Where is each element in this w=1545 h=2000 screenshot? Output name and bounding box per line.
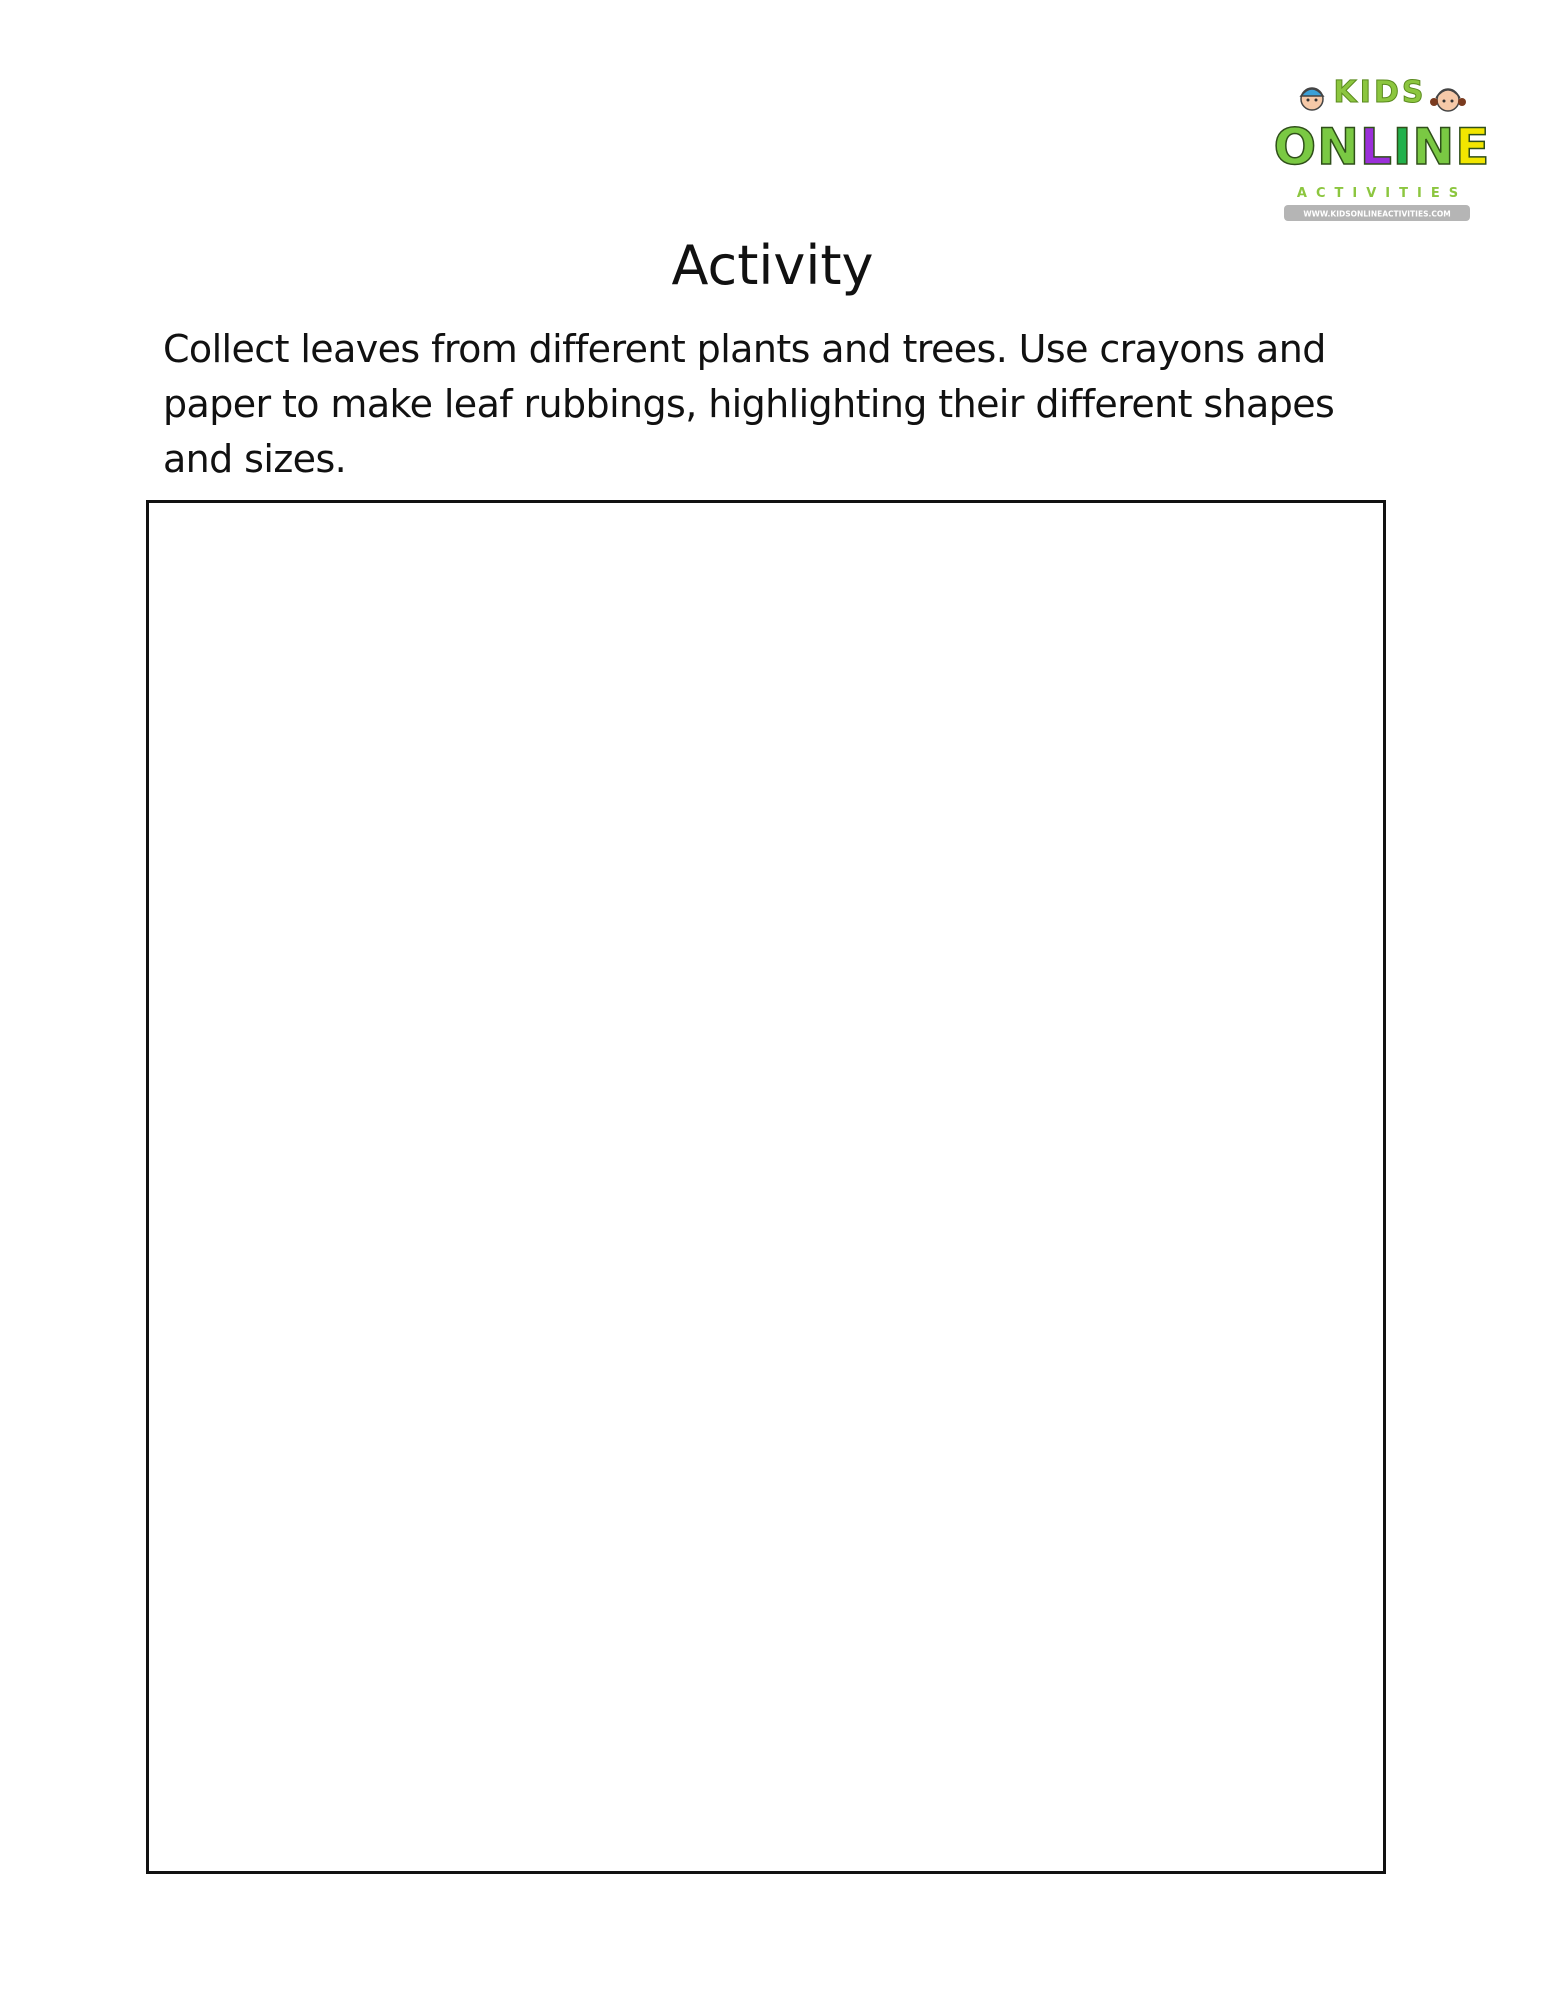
logo-url-text: WWW.KIDSONLINEACTIVITIES.COM	[1303, 209, 1451, 219]
activity-instructions: Collect leaves from different plants and trees. Use crayons and paper to make leaf rubbings, highlighting their different shapes and sizes.	[163, 327, 1335, 481]
kids-online-activities-logo	[1270, 72, 1495, 232]
logo-graphic	[1270, 72, 1495, 232]
page-title: Activity	[671, 234, 874, 297]
drawing-area[interactable]	[146, 500, 1386, 1874]
girl-face-icon	[1430, 89, 1466, 111]
logo-activities-text: ACTIVITIES	[1296, 186, 1468, 201]
logo-online-text: ONLINE	[1273, 118, 1491, 176]
logo-kids-text: KIDS	[1333, 75, 1427, 110]
boy-face-icon	[1301, 88, 1323, 110]
